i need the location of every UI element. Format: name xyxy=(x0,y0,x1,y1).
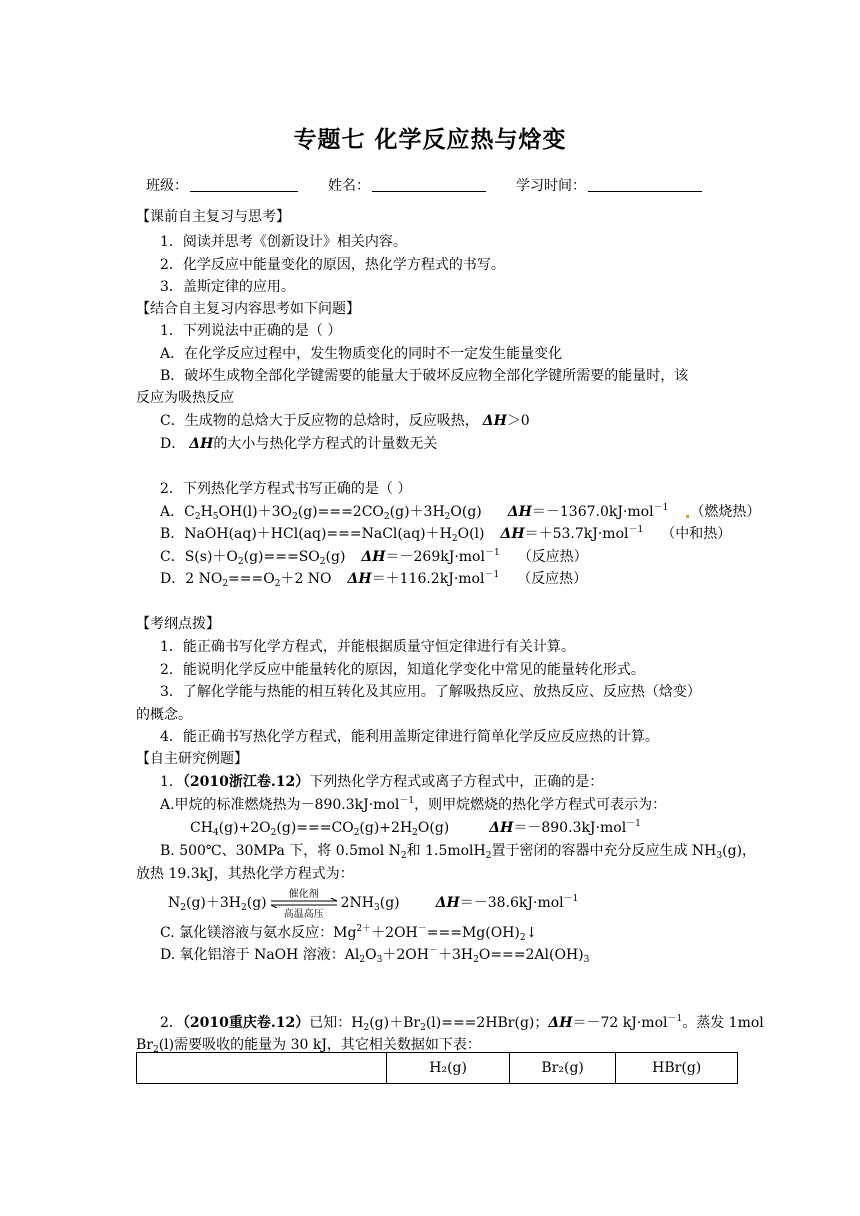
q1-option-c xyxy=(160,411,530,431)
delta-h-symbol: ΔH xyxy=(507,504,532,520)
syllabus-item-1: 1．能正确书写化学方程式，并能根据质量守恒定律进行有关计算。 xyxy=(160,639,575,655)
ex2-line2-text: (l)需要吸收的能量为 30 kJ，其它相关数据如下表： xyxy=(158,1037,481,1053)
ex1-b-text2: 和 1.5molH xyxy=(406,843,486,859)
q1-option-b-line1: B．破坏生成物全部化学键需要的能量大于破坏反应物全部化学键所需要的能量时，该 xyxy=(160,368,689,384)
q2-option-a: A．$C_2H_5OH(l)+3O_2(g)===2CO_2(g)+3H_2O(g)$ ΔH＝－1367.0kJ·mol$^{-1}$ （燃烧热） xyxy=(160,503,761,522)
delta-h-symbol: ΔH xyxy=(489,820,514,836)
delta-h-symbol: ΔH xyxy=(482,413,507,429)
ex1-option-d: D. 氧化铝溶于 NaOH 溶液：$Al_2O_3+2OH^-+3H_2O===2Al(OH)_3$ xyxy=(160,946,590,965)
syllabus-item-4: 4．能正确书写热化学方程式，能利用盖斯定律进行简单化学反应反应热的计算。 xyxy=(160,729,659,745)
q1-option-d-text: 的大小与热化学方程式的计量数无关 xyxy=(213,436,438,452)
ex1-source: （2010浙江卷.12） xyxy=(182,774,310,790)
ex2-stem-tail: 。蒸发 1mol xyxy=(682,1015,764,1031)
ex1-b-equation: $N_2(g)+3H_2(g)$ 催化剂 高温高压 $2NH_3(g)$ ΔH＝－38.6kJ·mol$^{-1}$ xyxy=(168,893,578,917)
ex2-stem-text: 已知：H xyxy=(309,1015,364,1031)
page-title: 专题七 化学反应热与焓变 xyxy=(293,127,567,153)
q2-d-delta-h: ＝＋116.2kJ·mol xyxy=(371,571,485,587)
delta-h-symbol: ΔH xyxy=(548,1015,573,1031)
delta-h-symbol: ΔH xyxy=(189,436,214,452)
q2-d-eq-tail: ＋2 NO xyxy=(280,571,332,587)
reversible-arrow xyxy=(269,889,339,920)
delta-h-symbol: ΔH xyxy=(500,526,525,542)
review-item-2: 2．化学反应中能量变化的原因，热化学方程式的书写。 xyxy=(160,257,505,273)
q2-a-label: A．C xyxy=(160,504,195,520)
q2-d-note: （反应热） xyxy=(517,571,588,587)
table-header-cell: H₂(g) xyxy=(387,1053,509,1084)
review-item-3: 3．盖斯定律的应用。 xyxy=(160,279,295,295)
ex1-b-text3: 置于密闭的容器中充分反应生成 NH xyxy=(491,843,717,859)
ex2-number: 2． xyxy=(160,1015,183,1031)
mark-dot xyxy=(686,515,689,518)
q2-d-eq-mid: ===O xyxy=(228,571,275,587)
table-header-cell: Br₂(g) xyxy=(509,1053,616,1084)
section-heading-review: 【课前自主复习与思考】 xyxy=(136,209,290,225)
ex1-stem-text: 下列热化学方程式或离子方程式中，正确的是： xyxy=(309,774,604,790)
review-item-1: 1．阅读并思考《创新设计》相关内容。 xyxy=(160,234,407,250)
q2-stem: 2．下列热化学方程式书写正确的是（ ） xyxy=(160,481,412,497)
section-heading-syllabus: 【考纲点拨】 xyxy=(136,616,220,632)
delta-h-symbol: ΔH xyxy=(347,571,372,587)
ex1-option-b-line1: B. 500℃、30MPa 下，将 0.5mol $N_2$和 1.5molH$_2$置于密闭的容器中充分反应生成 $NH_3(g)$， xyxy=(160,843,757,861)
class-label: 班级： xyxy=(146,178,188,194)
delta-h-symbol: ΔH xyxy=(361,549,386,565)
q2-option-b: B．$NaOH(aq)+HCl(aq)===NaCl(aq)+H_2O(l)$ ΔH＝＋53.7kJ·mol$^{-1}$ （中和热） xyxy=(160,525,732,544)
ex1-a-tail: ，则甲烷燃烧的热化学方程式可表示为： xyxy=(414,797,667,813)
student-info-row xyxy=(146,176,702,196)
ex1-a-equation: $CH_4(g)+2O_2(g)===CO_2(g)+2H_2O(g)$ ΔH＝－890.3kJ·mol$^{-1}$ xyxy=(190,819,641,838)
q1-option-c-text: C．生成物的总焓大于反应物的总焓时，反应吸热， xyxy=(160,413,479,429)
ex1-option-c: C. 氯化镁溶液与氨水反应：$Mg^{2+}+2OH^-===Mg(OH)_2↓$ xyxy=(160,924,538,943)
data-table xyxy=(136,1052,738,1084)
ex1-a-text: A.甲烷的标准燃烧热为－890.3kJ·mol xyxy=(160,797,400,813)
syllabus-item-2: 2．能说明化学反应中能量转化的原因，知道化学变化中常见的能量转化形式。 xyxy=(160,662,645,678)
q2-b-delta-h: ＝＋53.7kJ·mol xyxy=(524,526,629,542)
q2-c-note: （反应热） xyxy=(517,549,588,565)
condition-label: 高温高压 xyxy=(283,909,324,920)
ex2-line2: $Br_2(l)$需要吸收的能量为 30 kJ，其它相关数据如下表： xyxy=(136,1037,481,1055)
q1-option-a: A．在化学反应过程中，发生物质变化的同时不一定发生能量变化 xyxy=(160,346,563,362)
ex1-stem xyxy=(160,772,603,792)
table-header-cell xyxy=(137,1053,387,1084)
ex2-delta-h: ＝－72 kJ·mol xyxy=(572,1015,668,1031)
q2-b-eq: B．NaOH(aq)＋HCl(aq)===NaCl(aq)＋H xyxy=(160,526,452,542)
catalyst-label: 催化剂 xyxy=(288,889,319,900)
ex1-number: 1． xyxy=(160,774,183,790)
q2-c-delta-h: ＝－269kJ·mol xyxy=(385,549,485,565)
ex1-b-text1: B. 500℃、30MPa 下，将 0.5mol N xyxy=(160,843,401,859)
q1-option-d-label: D． xyxy=(160,436,186,452)
section-heading-questions: 【结合自主复习内容思考如下问题】 xyxy=(136,301,360,317)
name-label: 姓名： xyxy=(328,178,370,194)
class-field[interactable] xyxy=(190,177,298,192)
ex1-a-delta-h: ＝－890.3kJ·mol xyxy=(513,820,627,836)
ex1-b-unit: mol xyxy=(537,895,564,911)
ex2-source: （2010重庆卷.12） xyxy=(182,1015,310,1031)
ex1-b-text4: (g)， xyxy=(722,843,757,859)
table-header-cell: HBr(g) xyxy=(616,1053,738,1084)
q1-option-c-tail: ＞0 xyxy=(506,413,530,429)
study-time-label: 学习时间： xyxy=(516,178,586,194)
delta-h-symbol: ΔH xyxy=(435,895,460,911)
q1-stem: 1．下列说法中正确的是（ ） xyxy=(160,323,342,339)
ex1-d-text: D. 氧化铝溶于 NaOH 溶液：Al xyxy=(160,947,360,963)
ex1-b-delta-h: ＝－38.6kJ xyxy=(459,895,533,911)
syllabus-item-3-cont: 的概念。 xyxy=(136,707,192,723)
q2-a-note: （燃烧热） xyxy=(690,504,761,520)
q2-b-note: （中和热） xyxy=(661,526,732,542)
q2-option-c: C．$S(s)+O_2(g)===SO_2(g)$ ΔH＝－269kJ·mol$^{-1}$ （反应热） xyxy=(160,548,588,567)
q2-b-eq-tail: O(l) xyxy=(457,526,485,542)
section-heading-examples: 【自主研究例题】 xyxy=(136,751,248,767)
study-time-field[interactable] xyxy=(588,177,702,192)
q1-option-b-line2: 反应为吸热反应 xyxy=(136,390,234,406)
ex1-c-text: C. 氯化镁溶液与氨水反应：Mg xyxy=(160,925,357,941)
q2-option-d: D．2 $NO_2===O_2+2$ NO ΔH＝＋116.2kJ·mol$^{-1}$ （反应热） xyxy=(160,570,588,589)
table-row xyxy=(137,1053,738,1084)
q1-option-d xyxy=(160,434,437,454)
ex1-c-tail: ===Mg(OH) xyxy=(426,925,520,941)
q2-a-delta-h: ＝－1367.0kJ·mol xyxy=(531,504,654,520)
name-field[interactable] xyxy=(372,177,486,192)
ex2-stem: 2．（2010重庆卷.12）已知：$H_2(g)+Br_2(l)===2HBr(g)$；ΔH＝－72 kJ·mol$^{-1}$。蒸发 1mol xyxy=(160,1014,764,1033)
ex1-option-a: A.甲烷的标准燃烧热为－890.3kJ·mol$^{-1}$，则甲烷燃烧的热化学方程式可表示为： xyxy=(160,796,667,813)
ex1-option-b-line2: 放热 19.3kJ，其热化学方程式为： xyxy=(136,866,354,882)
ex1-d-tail: ===2Al(OH) xyxy=(490,947,584,963)
syllabus-item-3: 3．了解化学能与热能的相互转化及其应用。了解吸热反应、放热反应、反应热（焓变） xyxy=(160,684,701,700)
q2-d-eq: D．2 NO xyxy=(160,571,223,587)
